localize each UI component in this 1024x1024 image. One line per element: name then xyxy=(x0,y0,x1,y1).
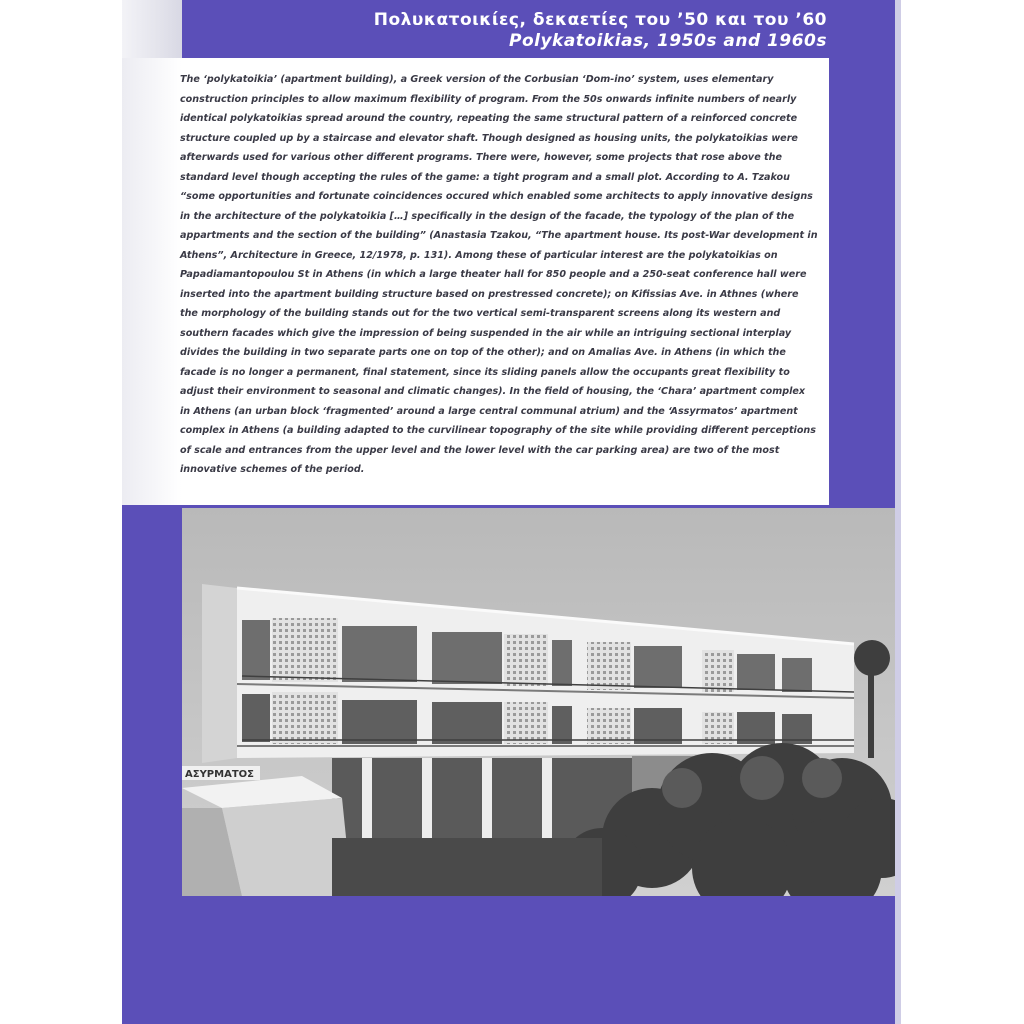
text-panel xyxy=(122,58,829,505)
page-margin-right xyxy=(901,0,1024,1024)
building-photo xyxy=(182,508,895,896)
page-title xyxy=(374,10,827,52)
title-english: Polykatoikias, 1950s and 1960s xyxy=(508,31,827,51)
page-margin-left xyxy=(0,0,122,1024)
bottom-band xyxy=(122,896,895,1024)
title-greek: Πολυκατοικίες, δεκαετίες του ’50 και του ’60 xyxy=(373,10,827,30)
article-body: The ‘polykatoikia’ (apartment building), a Greek version of the Corbusian ‘Dom-ino’ system, uses elementary construction principles to allow maximum flexibility of program. From the 50s onwards infinite numbers of nearly identical polykatoikias spread around the country, repeating the same structural pattern of a reinforced concrete structure coupled up by a staircase and elevator shaft. Though designed as housing units, the polykatoikias were afterwards used for various other different programs. There were, however, some projects that rose above the standard level though accepting the rules of the game: a tight program and a small plot. According to A. Tzakou “some opportunities and fortunate coincidences occured which enabled some architects to apply innovative designs in the architecture of the polykatoikia […] specifically in the design of the facade, the typology of the plan of the appartments and the section of the building” (Anastasia Tzakou, “The apartment house. Its post-War development in Athens”, Architecture in Greece, 12/1978, p. 131). Among these of particular interest are the polykatoikias on Papadiamantopoulou St in Athens (in which a large theater hall for 850 people and a 250-seat conference hall were inserted into the apartment building structure based on prestressed concrete); on Kifissias Ave. in Athnes (where the morphology of the building stands out for the two vertical semi-transparent screens along its western and southern facades which give the impression of being suspended in the air while an intriguing sectional interplay divides the building in two separate parts one on top of the other); and on Amalias Ave. in Athens (in which the facade is no longer a permanent, final statement, since its sliding panels allow the occupants great flexibility to adjust their environment to seasonal and climatic changes). In the field of housing, the ‘Chara’ apartment complex in Athens (an urban block ‘fragmented’ around a large central communal atrium) and the ‘Assyrmatos’ apartment complex in Athens (a building adapted to the curvilinear topography of the site while providing different perceptions of scale and entrances from the upper level and the lower level with the car parking area) are two of the most innovative schemes of the period. xyxy=(180,74,818,475)
apartment-building-illustration xyxy=(182,508,895,896)
sign-text: ΑΣΥΡΜΑΤΟΣ xyxy=(185,769,254,780)
